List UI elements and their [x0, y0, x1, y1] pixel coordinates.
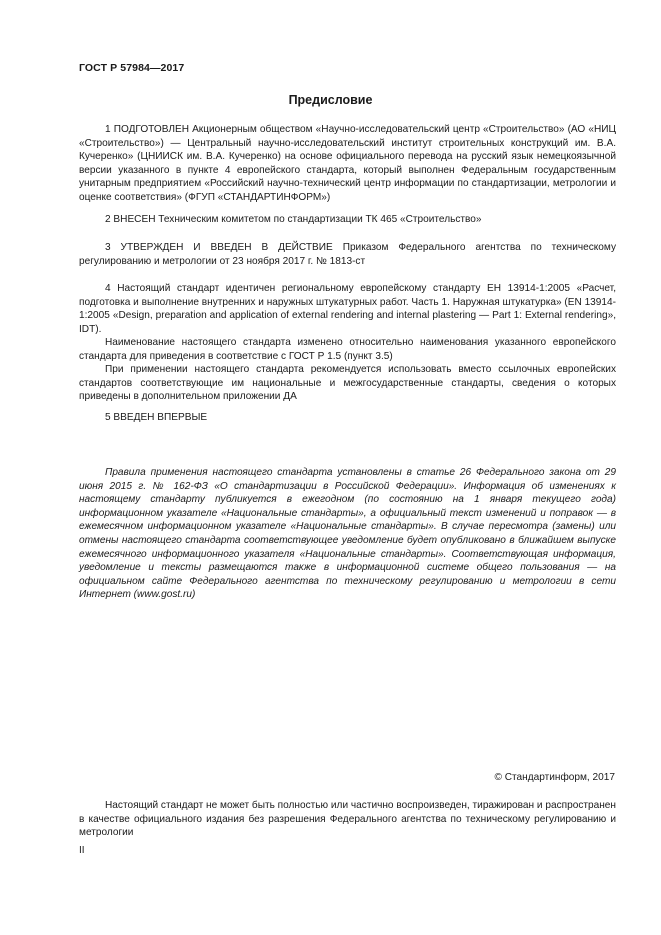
- rules-notice: Правила применения настоящего стандарта установлены в статье 26 Федерального закона от 29 июня 2015 г. № 162-ФЗ «О стандартизации в Российской Федерации». Информация об изменениях к настоящему стандарту публикуется в ежегодном (по состоянию на 1 января текущего года) информационном указателе «Национальные стандарты», а официальный текст изменений и поправок — в ежемесячном информационном указателе «Национальные стандарты». В случае пересмотра (замены) или отмены настоящего стандарта соответствующее уведомление будет опубликовано в ближайшем выпуске ежемесячного информационного указателя «Национальные стандарты». Соответствующая информация, уведомление и тексты размещаются также в информационной системе общего пользования — на официальном сайте Федерального агентства по техническому регулированию и метрологии в сети Интернет (www.gost.ru): [79, 467, 616, 601]
- item-identity-note-title: Наименование настоящего стандарта изменено относительно наименования указанного европейского стандарта для приведения в соответствие с ГОСТ Р 1.5 (пункт 3.5): [79, 337, 616, 362]
- page-number: II: [79, 845, 85, 856]
- document-code: ГОСТ Р 57984—2017: [79, 62, 185, 74]
- reproduction-notice: Настоящий стандарт не может быть полностью или частично воспроизведен, тиражирован и распространен в качестве официального издания без разрешения Федерального агентства по техническому регулированию и метрологии: [79, 800, 616, 839]
- item-identity-note-references: При применении настоящего стандарта рекомендуется использовать вместо ссылочных европейских стандартов соответствующие им национальные и межгосударственные стандарты, сведения о которых приведены в дополнительном приложении ДА: [79, 364, 616, 403]
- section-title: Предисловие: [288, 93, 373, 107]
- item-introduced-first: 5 ВВЕДЕН ВПЕРВЫЕ: [105, 412, 208, 423]
- item-approved: 3 УТВЕРЖДЕН И ВВЕДЕН В ДЕЙСТВИЕ Приказом Федерального агентства по техническому регулированию и метрологии от 23 ноября 2017 г. № 1813-ст: [79, 242, 616, 267]
- copyright-line: © Стандартинформ, 2017: [494, 772, 615, 783]
- item-prepared: 1 ПОДГОТОВЛЕН Акционерным обществом «Научно-исследовательский центр «Строительство» (АО «НИЦ «Строительство») — Центральный научно-исследовательский институт строительных конструкций им. В.А. Кучеренко» (ЦНИИСК им. В.А. Кучеренко) на основе официального перевода на русский язык немецкоязычной версии указанного в пункте 4 европейского стандарта, который выполнен Федеральным государственным унитарным предприятием «Российский научно-технический центр информации по стандартизации, метрологии и оценке соответствия» (ФГУП «СТАНДАРТИНФОРМ»): [79, 124, 616, 203]
- item-identity: 4 Настоящий стандарт идентичен региональному европейскому стандарту ЕН 13914-1:2005 «Расчет, подготовка и выполнение внутренних и наружных штукатурных работ. Часть 1. Наружная штукатурка» (EN 13914-1:2005 «Design, preparation and application of external rendering and internal plastering — Part 1: External rendering», IDT).: [79, 283, 616, 335]
- item-introduced: 2 ВНЕСЕН Техническим комитетом по стандартизации ТК 465 «Строительство»: [105, 214, 482, 225]
